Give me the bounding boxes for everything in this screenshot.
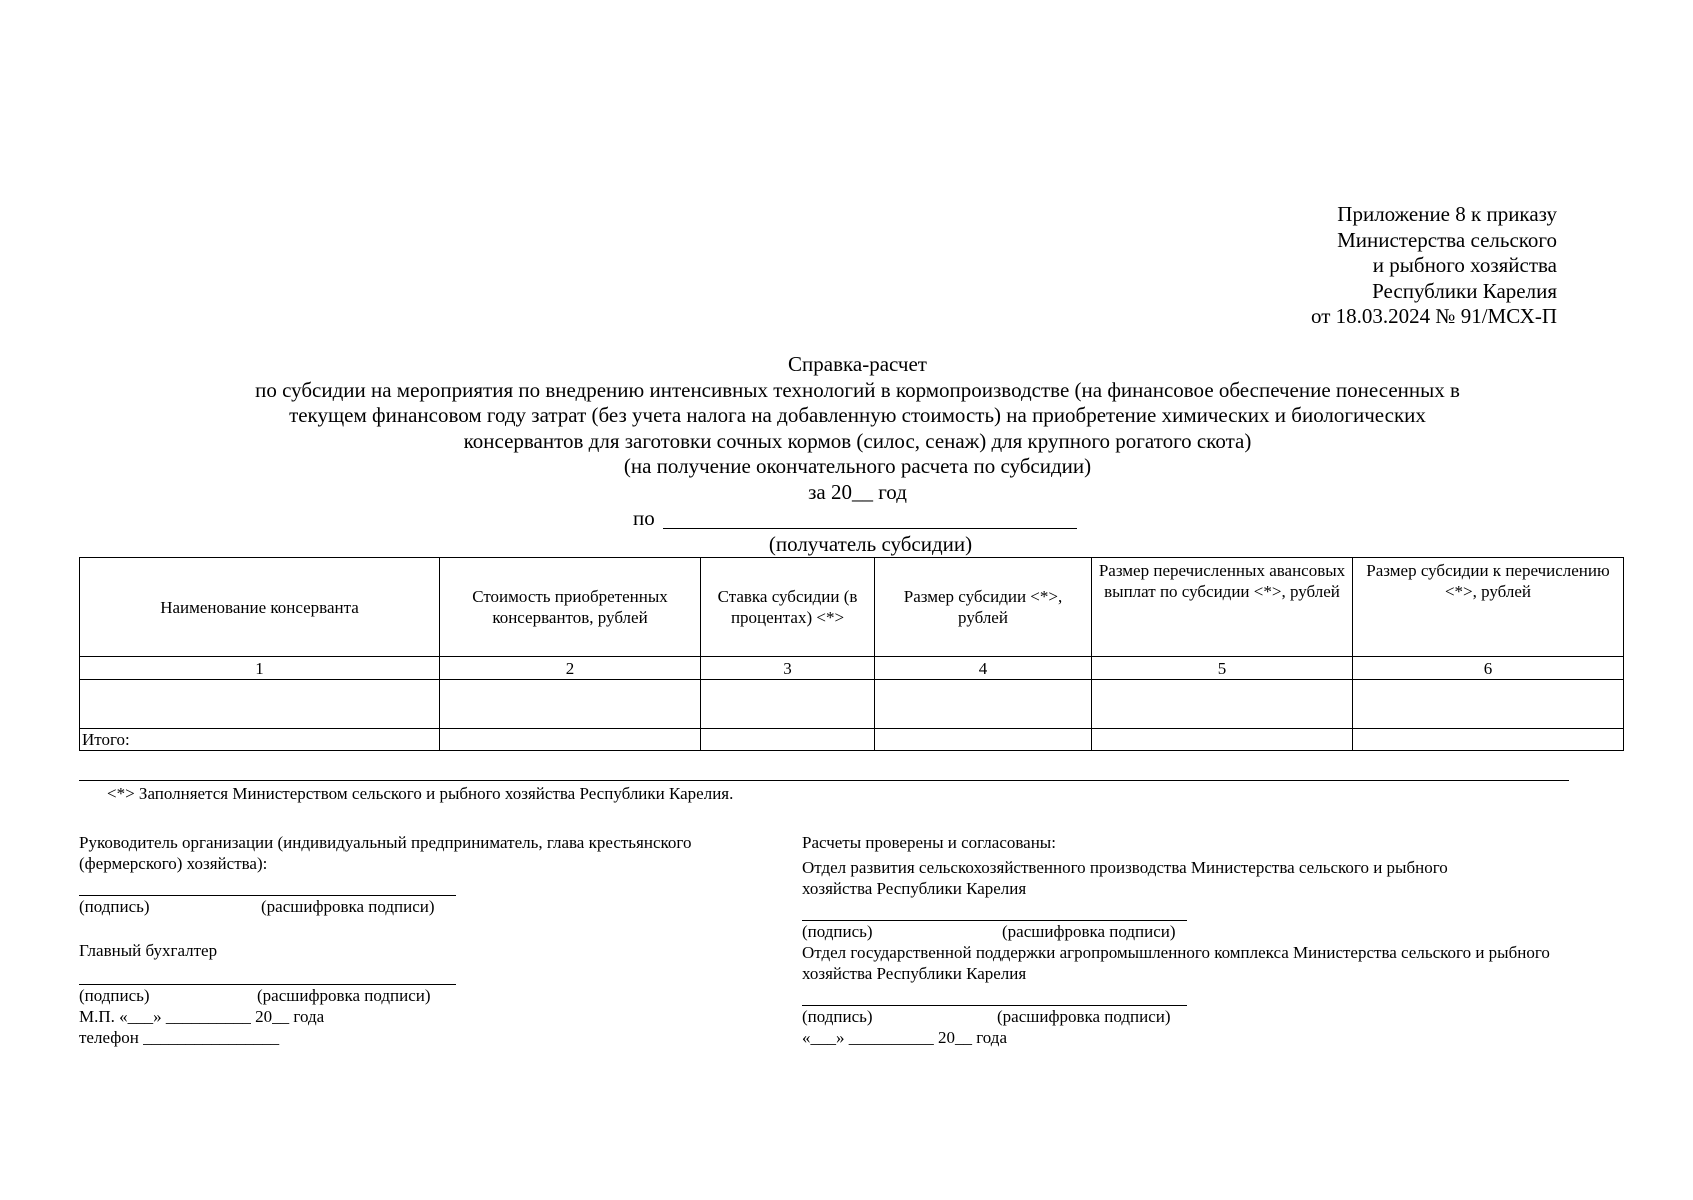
checked-title: Расчеты проверены и согласованы: [802, 833, 1056, 852]
calculation-table [79, 557, 1624, 751]
table-cell[interactable] [440, 729, 701, 751]
footnote: <*> Заполняется Министерством сельского и рыбного хозяйства Республики Карелия. [107, 784, 734, 803]
signature-caption: (подпись) [802, 1007, 873, 1026]
signature-caption: (подпись) [79, 986, 150, 1005]
signature-caption: (подпись) [79, 897, 150, 916]
decoding-caption: (расшифровка подписи) [1002, 922, 1176, 941]
title-line: (на получение окончательного расчета по субсидии) [623, 454, 1092, 479]
column-number: 1 [80, 657, 440, 680]
signature-caption: (подпись) [802, 922, 873, 941]
appendix-line: Министерства сельского [1337, 227, 1557, 252]
table-header-row [80, 558, 1624, 657]
column-number: 4 [875, 657, 1092, 680]
table-cell[interactable] [701, 680, 875, 729]
appendix-block [1311, 202, 1557, 330]
signature-caption-row [802, 921, 1592, 942]
appendix-line: Приложение 8 к приказу [1337, 202, 1557, 226]
column-number: 5 [1092, 657, 1353, 680]
footnote-divider [79, 780, 1569, 781]
column-header: Наименование консерванта [80, 558, 440, 657]
table-cell[interactable] [875, 680, 1092, 729]
signature-caption-row [79, 985, 779, 1006]
signature-caption-row [802, 1006, 1592, 1027]
appendix-line: Республики Карелия [1372, 278, 1557, 303]
title-line: текущем финансовом году затрат (без учета налога на добавленную стоимость) на приобретение химических и биологических [289, 403, 1426, 428]
decoding-caption: (расшифровка подписи) [261, 897, 435, 916]
title-year-line: за 20__ год [808, 479, 907, 504]
right-signature-block [802, 832, 1592, 1048]
decoding-caption: (расшифровка подписи) [997, 1007, 1171, 1026]
appendix-line: от 18.03.2024 № 91/МСХ-П [1311, 304, 1557, 329]
column-number: 6 [1353, 657, 1624, 680]
table-cell[interactable] [1353, 729, 1624, 751]
accountant-title: Главный бухгалтер [79, 941, 218, 960]
column-header: Стоимость приобретенных консервантов, рублей [440, 558, 701, 657]
document-title [0, 352, 1693, 506]
department-2: Отдел государственной поддержки агропромышленного комплекса Министерства сельского и рыбного хозяйства Республики Карелия [802, 943, 1550, 983]
table-cell[interactable] [875, 729, 1092, 751]
column-header: Размер перечисленных авансовых выплат по субсидии <*>, рублей [1092, 558, 1353, 657]
decoding-caption: (расшифровка подписи) [257, 986, 431, 1005]
column-header: Размер субсидии <*>, рублей [875, 558, 1092, 657]
column-number: 2 [440, 657, 701, 680]
approval-date: «___» __________ 20__ года [802, 1028, 1008, 1047]
recipient-prefix: по [633, 506, 655, 530]
table-row [80, 680, 1624, 729]
title-heading: Справка-расчет [788, 352, 927, 376]
stamp-date: М.П. «___» __________ 20__ года [79, 1007, 325, 1026]
phone: телефон ________________ [79, 1028, 280, 1047]
appendix-line: и рыбного хозяйства [1372, 253, 1557, 278]
table-cell[interactable] [701, 729, 875, 751]
table-cell[interactable] [1353, 680, 1624, 729]
total-label: Итого: [80, 729, 440, 751]
table-cell[interactable] [1092, 680, 1353, 729]
table-cell[interactable] [1092, 729, 1353, 751]
signature-caption-row [79, 896, 779, 917]
title-line: консервантов для заготовки сочных кормов (силос, сенаж) для крупного рогатого скота) [463, 428, 1252, 453]
title-line: по субсидии на мероприятия по внедрению интенсивных технологий в кормопроизводстве (на финансовое обеспечение понесенных в [255, 377, 1460, 402]
head-title: Руководитель организации (индивидуальный предприниматель, глава крестьянского (фермерского) хозяйства): [79, 833, 692, 873]
column-header: Ставка субсидии (в процентах) <*> [701, 558, 875, 657]
table-cell[interactable] [80, 680, 440, 729]
left-signature-block [79, 832, 779, 1048]
column-header: Размер субсидии к перечислению <*>, рублей [1353, 558, 1624, 657]
column-number: 3 [701, 657, 875, 680]
recipient-caption: (получатель субсидии) [768, 532, 973, 556]
table-cell[interactable] [440, 680, 701, 729]
recipient-blank[interactable] [663, 528, 1077, 529]
total-row [80, 729, 1624, 751]
column-number-row [80, 657, 1624, 680]
department-1: Отдел развития сельскохозяйственного производства Министерства сельского и рыбного хозяйства Республики Карелия [802, 858, 1448, 898]
